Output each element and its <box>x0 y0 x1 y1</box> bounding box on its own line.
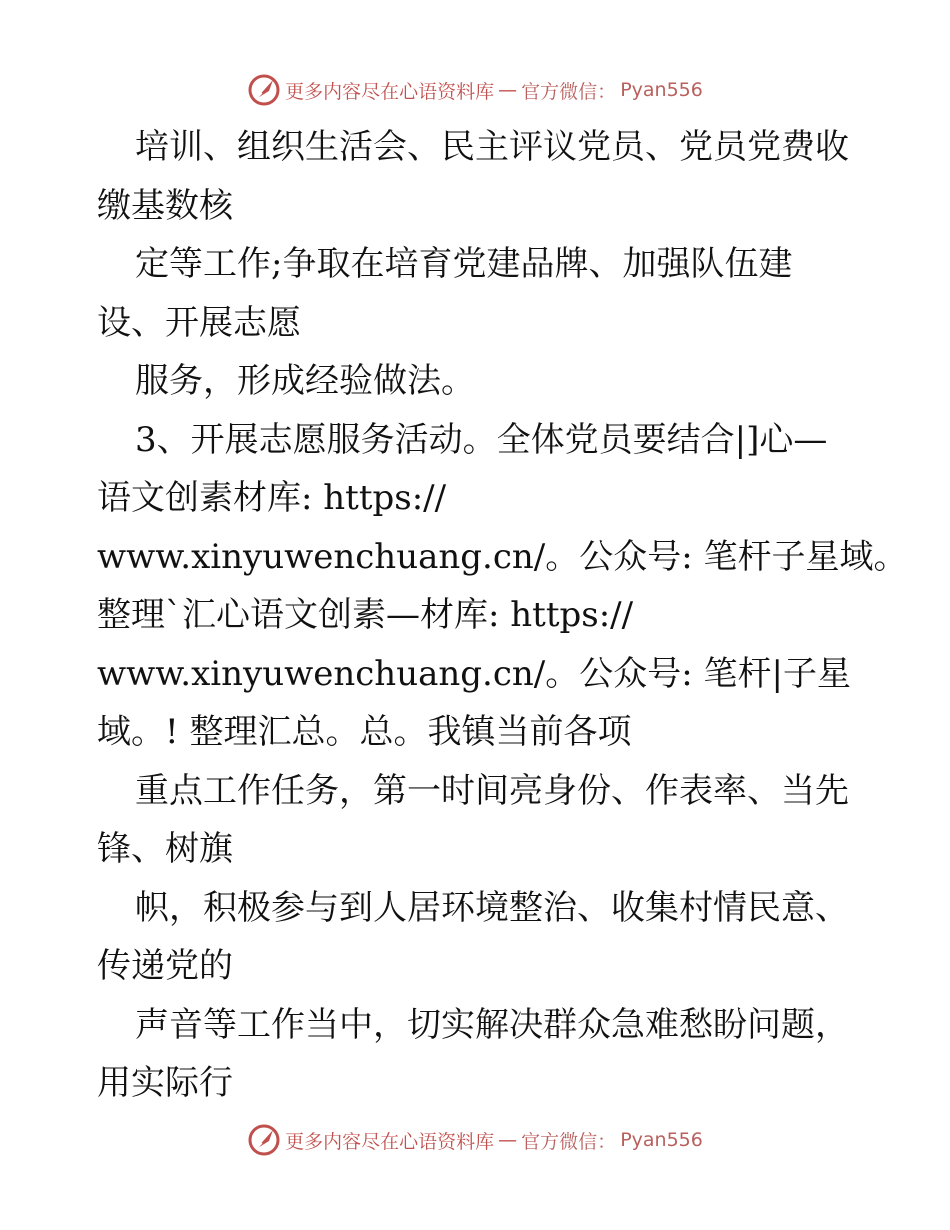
text-line: 重点工作任务，第一时间亮身份、作表率、当先 <box>135 770 849 811</box>
text-line: 语文创素材库: https:// <box>97 478 447 518</box>
document-body <box>97 118 908 1113</box>
text-line: 帜，积极参与到人居环境整治、收集村情民意、 <box>135 887 849 928</box>
text-line: www.xinyuwenchuang.cn/。公众号: 笔杆|子星 <box>97 653 851 694</box>
watermark-wechat-label: 官方微信： <box>521 80 617 103</box>
watermark-wechat-id: Pyan556 <box>620 1129 703 1151</box>
watermark-wechat-label: 官方微信： <box>521 1130 617 1153</box>
text-line: 缴基数核 <box>97 185 233 226</box>
watermark-site-text: 更多内容尽在心语资料库 <box>285 1130 495 1153</box>
text-line: 传递党的 <box>97 946 233 986</box>
text-line: 锋、树旗 <box>97 829 233 869</box>
watermark-wechat-id: Pyan556 <box>620 79 703 101</box>
watermark-dash: — <box>498 1129 518 1151</box>
header-watermark <box>0 70 950 110</box>
quill-logo-icon <box>247 1123 281 1157</box>
text-line: www.xinyuwenchuang.cn/。公众号: 笔杆子星域。 <box>97 536 908 577</box>
text-line: 声音等工作当中，切实解决群众急难愁盼问题， <box>135 1004 849 1045</box>
text-line: 培训、组织生活会、民主评议党员、党员党费收 <box>135 127 849 167</box>
text-line: 用实际行 <box>97 1063 233 1103</box>
watermark-dash: — <box>498 79 518 101</box>
text-line: 域。! 整理汇总。总。我镇当前各项 <box>97 712 632 752</box>
text-line: 3、开展志愿服务活动。全体党员要结合|]心— <box>135 419 828 460</box>
text-line: 整理`汇心语文创素—材库: https:// <box>97 595 634 635</box>
quill-logo-icon <box>247 73 281 107</box>
text-line: 服务，形成经验做法。 <box>135 361 475 401</box>
footer-watermark <box>0 1120 950 1160</box>
text-line: 定等工作;争取在培育党建品牌、加强队伍建 <box>135 244 793 284</box>
text-line: 设、开展志愿 <box>97 302 301 343</box>
watermark-site-text: 更多内容尽在心语资料库 <box>285 80 495 103</box>
